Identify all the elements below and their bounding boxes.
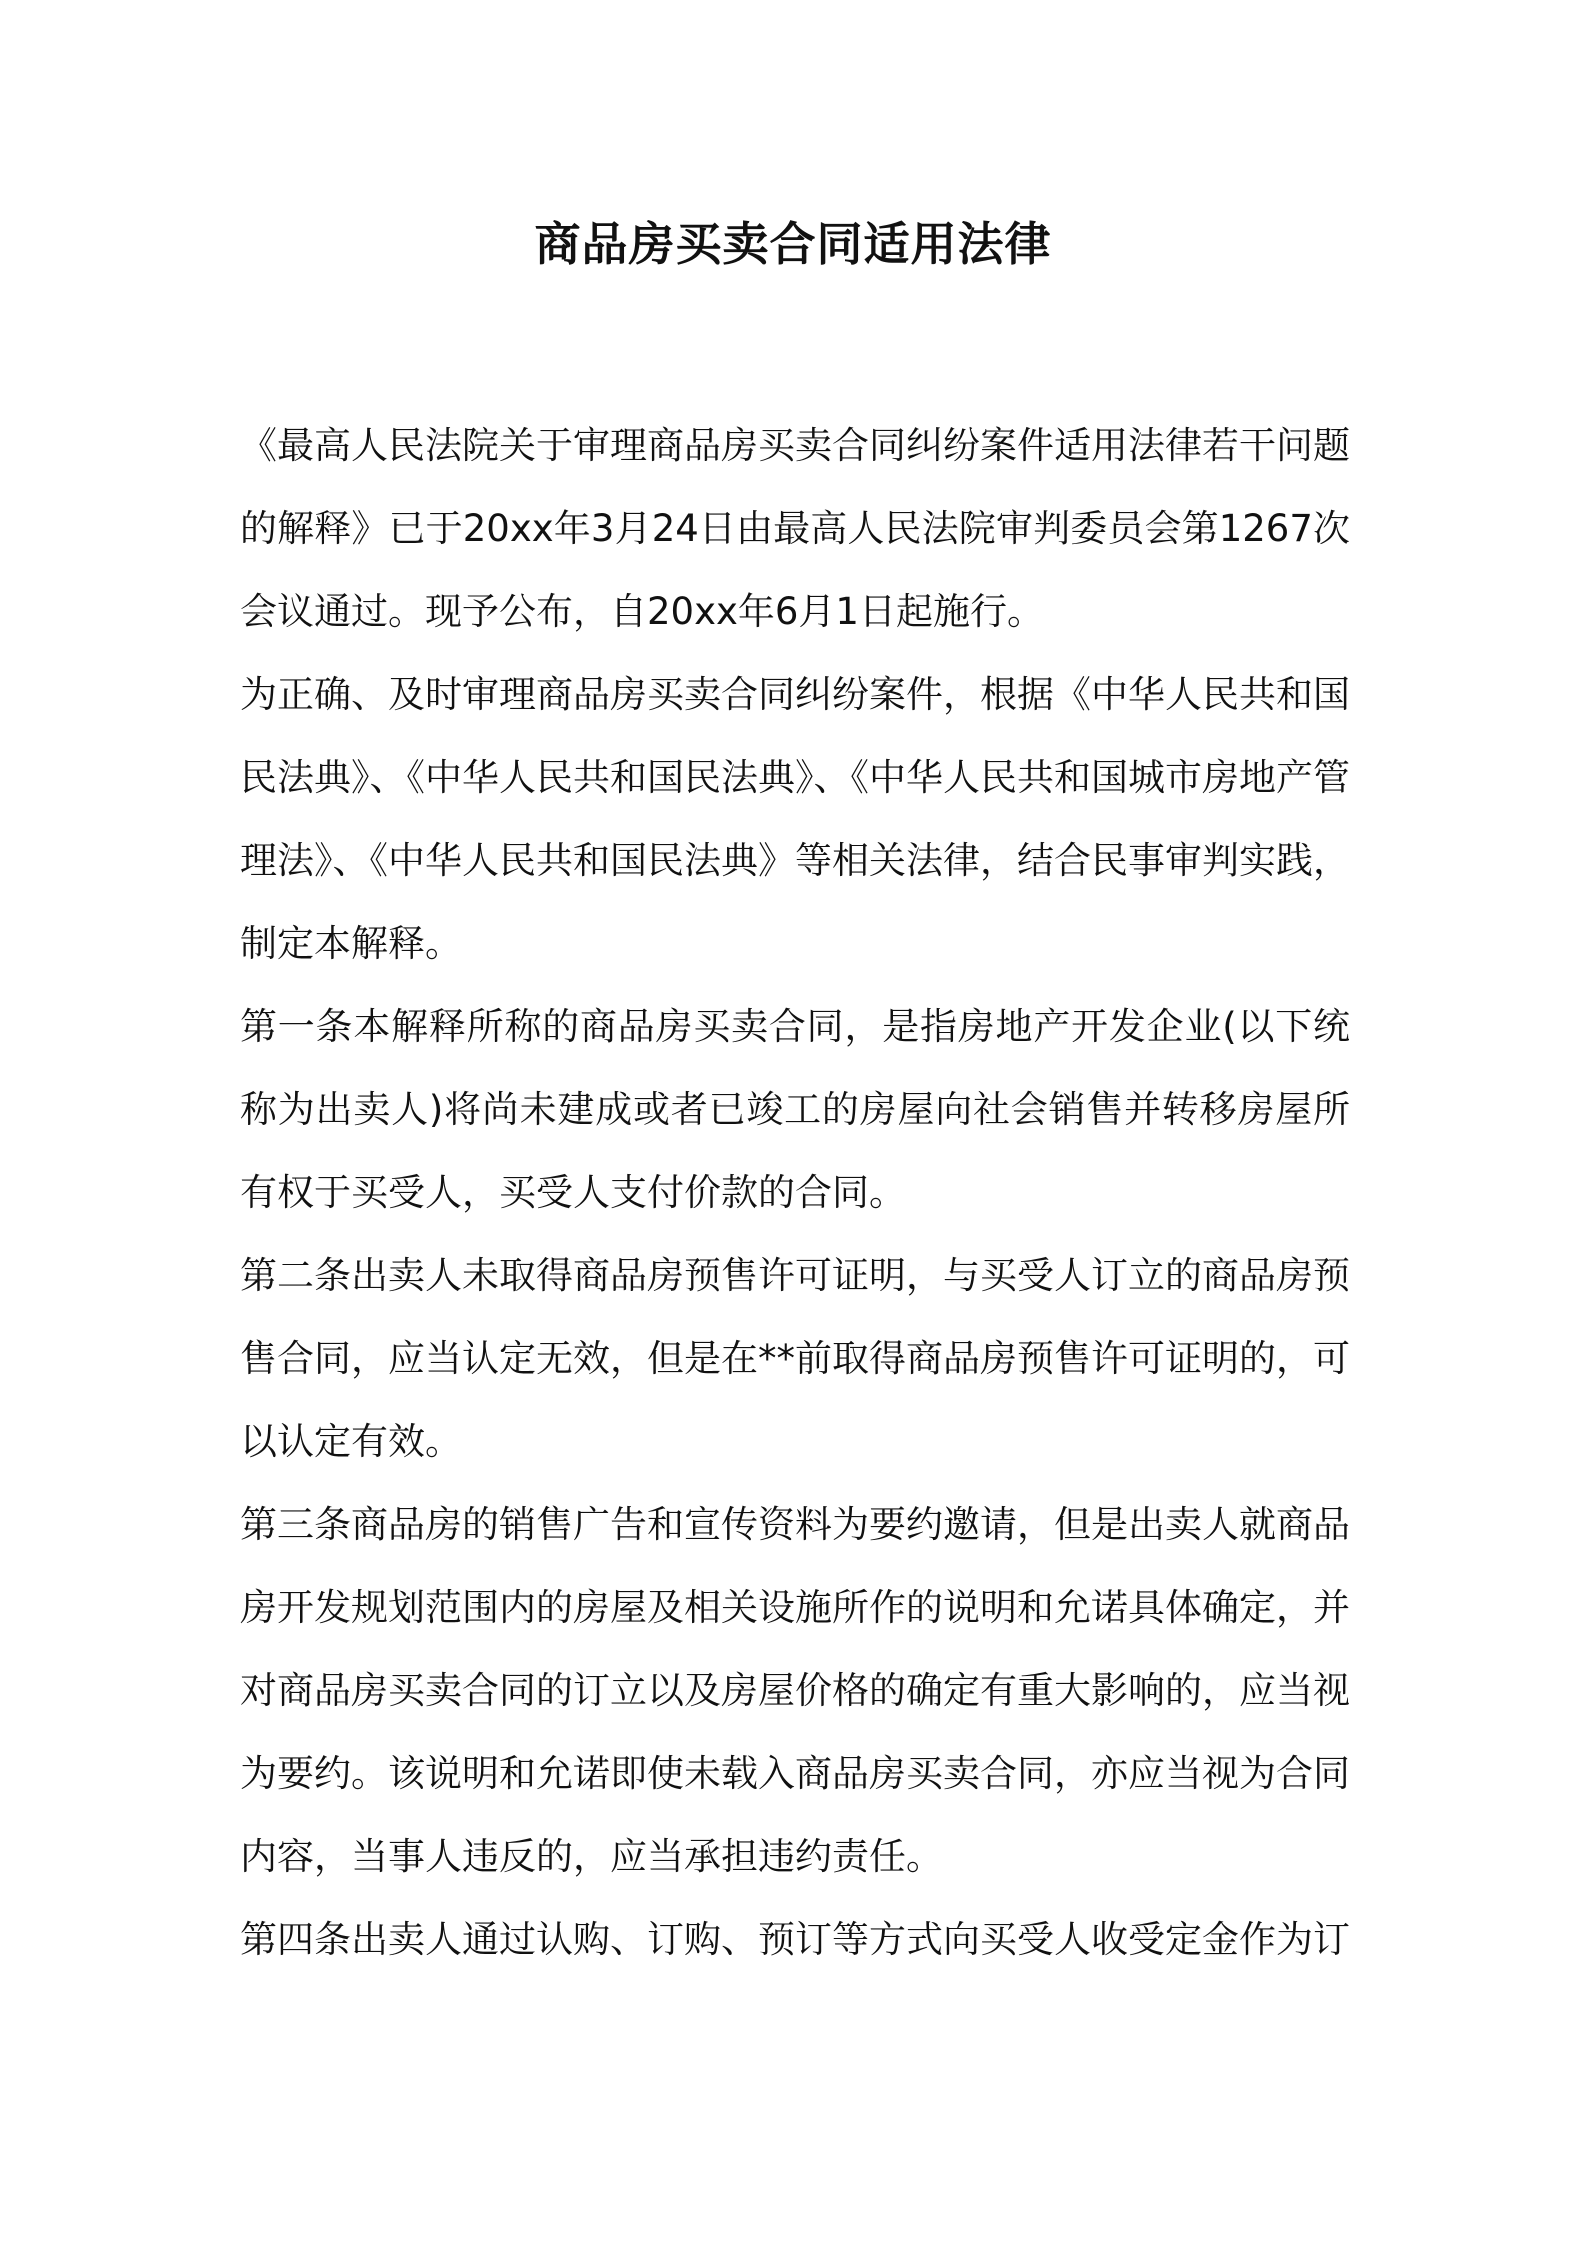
paragraph-intro: 《最高人民法院关于审理商品房买卖合同纠纷案件适用法律若干问题的解释》已于20xx年3月24日由最高人民法院审判委员会第1267次会议通过。现予公布，自20xx年6月1日起施行。 [240, 424, 1350, 633]
paragraph-article-3: 第三条商品房的销售广告和宣传资料为要约邀请，但是出卖人就商品房开发规划范围内的房屋及相关设施所作的说明和允诺具体确定，并对商品房买卖合同的订立以及房屋价格的确定有重大影响的，应当视为要约。该说明和允诺即使未载入商品房买卖合同，亦应当视为合同内容，当事人违反的，应当承担违约责任。 [240, 1503, 1350, 1878]
document-body [240, 404, 1350, 1981]
document-title: 商品房买卖合同适用法律 [534, 217, 1052, 271]
paragraph-article-4: 第四条出卖人通过认购、订购、预订等方式向买受人收受定金作为订 [240, 1918, 1350, 1961]
paragraph-article-1: 第一条本解释所称的商品房买卖合同，是指房地产开发企业(以下统称为出卖人)将尚未建成或者已竣工的房屋向社会销售并转移房屋所有权于买受人，买受人支付价款的合同。 [240, 1005, 1350, 1214]
paragraph-purpose: 为正确、及时审理商品房买卖合同纠纷案件，根据《中华人民共和国民法典》、《中华人民共和国民法典》、《中华人民共和国城市房地产管理法》、《中华人民共和国民法典》等相关法律，结合民事审判实践，制定本解释。 [240, 673, 1350, 965]
paragraph-article-2: 第二条出卖人未取得商品房预售许可证明，与买受人订立的商品房预售合同，应当认定无效，但是在**前取得商品房预售许可证明的，可以认定有效。 [240, 1254, 1350, 1463]
